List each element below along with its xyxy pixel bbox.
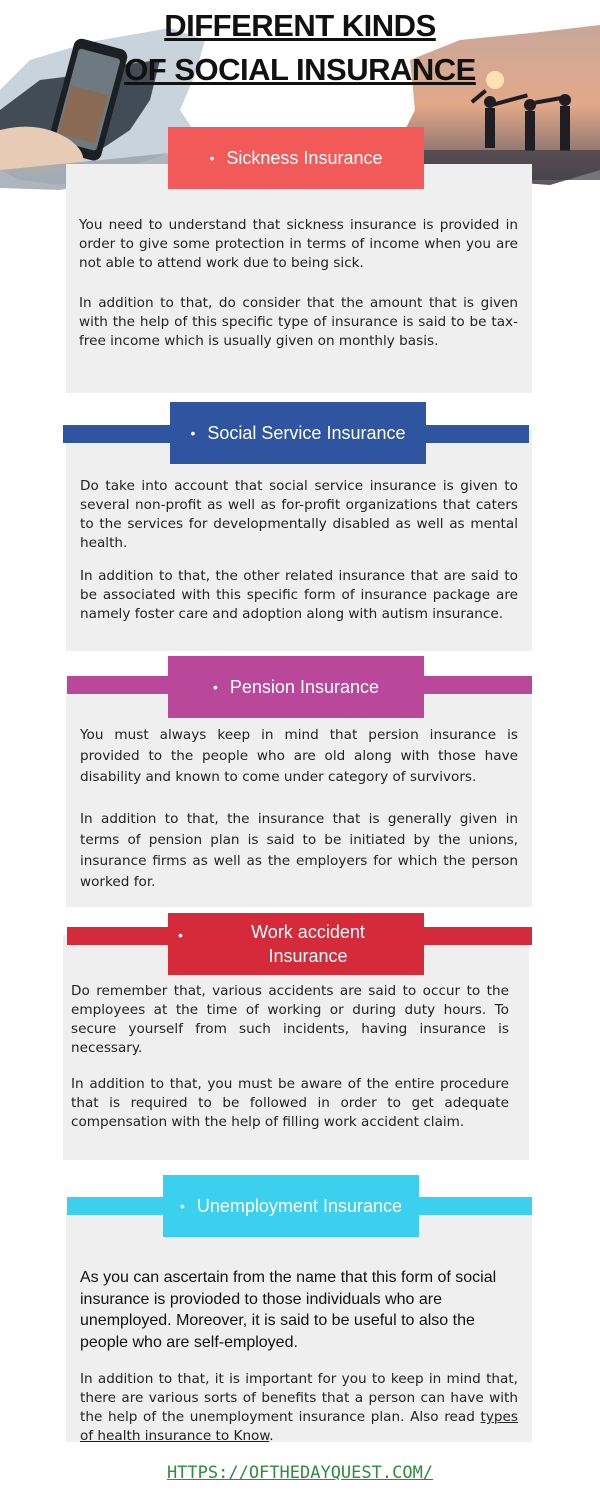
bullet-icon: •	[212, 679, 218, 695]
health-insurance-types-link[interactable]: types of health insurance to Know	[80, 1409, 518, 1444]
unemployment-paragraph-1: As you can ascertain from the name that this form of social insurance is provioded to those individuals who are unemployed. Moreover, it is said to be useful to also the people who are self-employed.	[80, 1269, 497, 1351]
bullet-icon: •	[178, 927, 183, 943]
unemployment-header	[163, 1175, 419, 1237]
page-title-line-2: OF SOCIAL INSURANCE	[124, 52, 476, 87]
pension-header	[168, 656, 424, 718]
social-service-header	[170, 402, 426, 464]
bullet-icon: •	[190, 425, 196, 441]
social-service-paragraph-1: Do take into account that social service insurance is given to several non-profit as well as for-profit organizations that caters to the services for developmentally disabled as well as mental health.	[80, 478, 518, 551]
work-accident-header	[168, 913, 424, 975]
page-title-line-1: DIFFERENT KINDS	[164, 8, 436, 43]
work-accident-title-line-2: Insurance	[268, 946, 348, 966]
unemployment-title: Unemployment Insurance	[196, 1195, 402, 1216]
bullet-icon: •	[209, 150, 215, 166]
pension-paragraph-2: In addition to that, the insurance that is generally given in terms of pension plan is said to be initiated by the unions, insurance firms as well as the employers for which the person worked for.	[80, 811, 518, 890]
bullet-icon: •	[179, 1198, 185, 1214]
work-accident-paragraph-2: In addition to that, you must be aware of the entire procedure that is required to be followed in order to get adequate compensation with the help of filling work accident claim.	[71, 1076, 509, 1130]
unemployment-paragraph-2-end: .	[269, 1428, 274, 1444]
sickness-header	[168, 127, 424, 189]
social-service-paragraph-2: In addition to that, the other related insurance that are said to be associated with this specific form of insurance package are namely foster care and adoption along with autism insurance.	[80, 568, 518, 622]
unemployment-paragraph-2-text: In addition to that, it is important for you to keep in mind that, there are various sorts of benefits that a person can have with the help of the unemployment insurance plan. Also read	[80, 1371, 518, 1425]
sickness-paragraph-2: In addition to that, do consider that the amount that is given with the help of this specific type of insurance is said to be tax-free income which is usually given on monthly basis.	[79, 295, 518, 349]
unemployment-paragraph-2	[80, 1370, 518, 1446]
work-accident-paragraph-1: Do remember that, various accidents are said to occur to the employees at the time of working or during duty hours. To secure yourself from such incidents, having insurance is necessary.	[71, 983, 509, 1056]
site-url-link[interactable]: HTTPS://OFTHEDAYQUEST.COM/	[166, 1463, 434, 1483]
sickness-card	[66, 164, 532, 393]
sickness-paragraph-1: You need to understand that sickness insurance is provided in order to give some protection in terms of income when you are not able to attend work due to being sick.	[79, 217, 518, 271]
pension-title: Pension Insurance	[229, 676, 379, 697]
work-accident-title-line-1: Work accident	[251, 922, 365, 942]
pension-paragraph-1: You must always keep in mind that persion insurance is provided to the people who are old along with those have disability and known to come under category of survivors.	[80, 727, 518, 785]
social-service-title: Social Service Insurance	[207, 422, 406, 443]
sickness-title: Sickness Insurance	[226, 147, 383, 168]
